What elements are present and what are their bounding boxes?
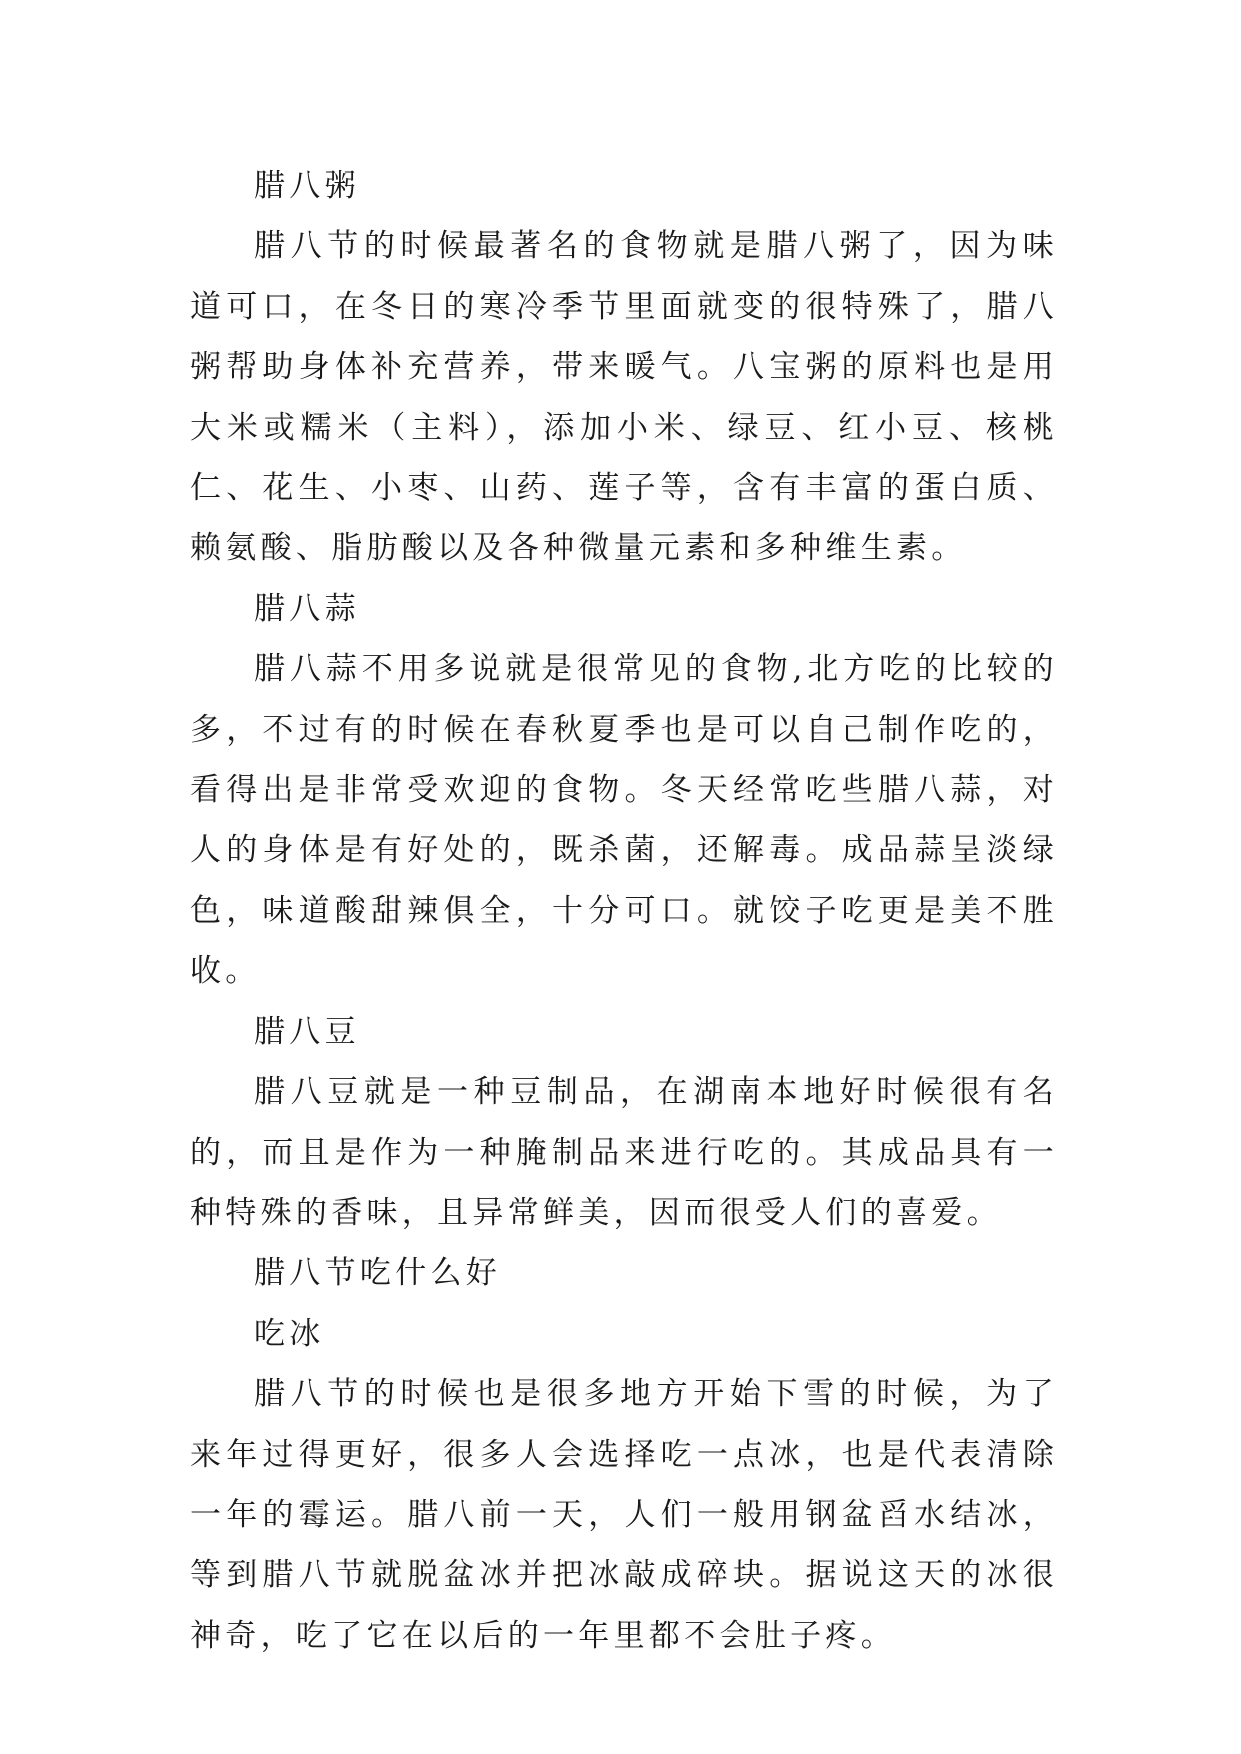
section-heading-eat-ice: 吃冰	[254, 1315, 325, 1352]
section-heading-laba-beans: 腊八豆	[254, 1013, 360, 1050]
section-heading-laba-garlic: 腊八蒜	[254, 590, 360, 627]
paragraph-laba-beans: 腊八豆就是一种豆制品，在湖南本地好时候很有名的，而且是作为一种腌制品来进行吃的。其成品具有一种特殊的香味，且异常鲜美，因而很受人们的喜爱。	[190, 1074, 1058, 1231]
paragraph-laba-garlic: 腊八蒜不用多说就是很常见的食物,北方吃的比较的多，不过有的时候在春秋夏季也是可以自己制作吃的，看得出是非常受欢迎的食物。冬天经常吃些腊八蒜，对人的身体是有好处的，既杀菌，还解毒。成品蒜呈淡绿色，味道酸甜辣俱全，十分可口。就饺子吃更是美不胜收。	[190, 651, 1058, 990]
paragraph-eat-ice: 腊八节的时候也是很多地方开始下雪的时候，为了来年过得更好，很多人会选择吃一点冰，也是代表清除一年的霉运。腊八前一天，人们一般用钢盆舀水结冰，等到腊八节就脱盆冰并把冰敲成碎块。据说这天的冰很神奇，吃了它在以后的一年里都不会肚子疼。	[190, 1376, 1058, 1654]
section-heading-what-to-eat: 腊八节吃什么好	[254, 1255, 502, 1292]
section-heading-laba-porridge: 腊八粥	[254, 168, 360, 204]
document-body	[190, 156, 1058, 1666]
paragraph-laba-porridge: 腊八节的时候最著名的食物就是腊八粥了，因为味道可口，在冬日的寒冷季节里面就变的很特殊了，腊八粥帮助身体补充营养，带来暖气。八宝粥的原料也是用大米或糯米（主料），添加小米、绿豆、红小豆、核桃仁、花生、小枣、山药、莲子等，含有丰富的蛋白质、赖氨酸、脂肪酸以及各种微量元素和多种维生素。	[190, 228, 1058, 567]
